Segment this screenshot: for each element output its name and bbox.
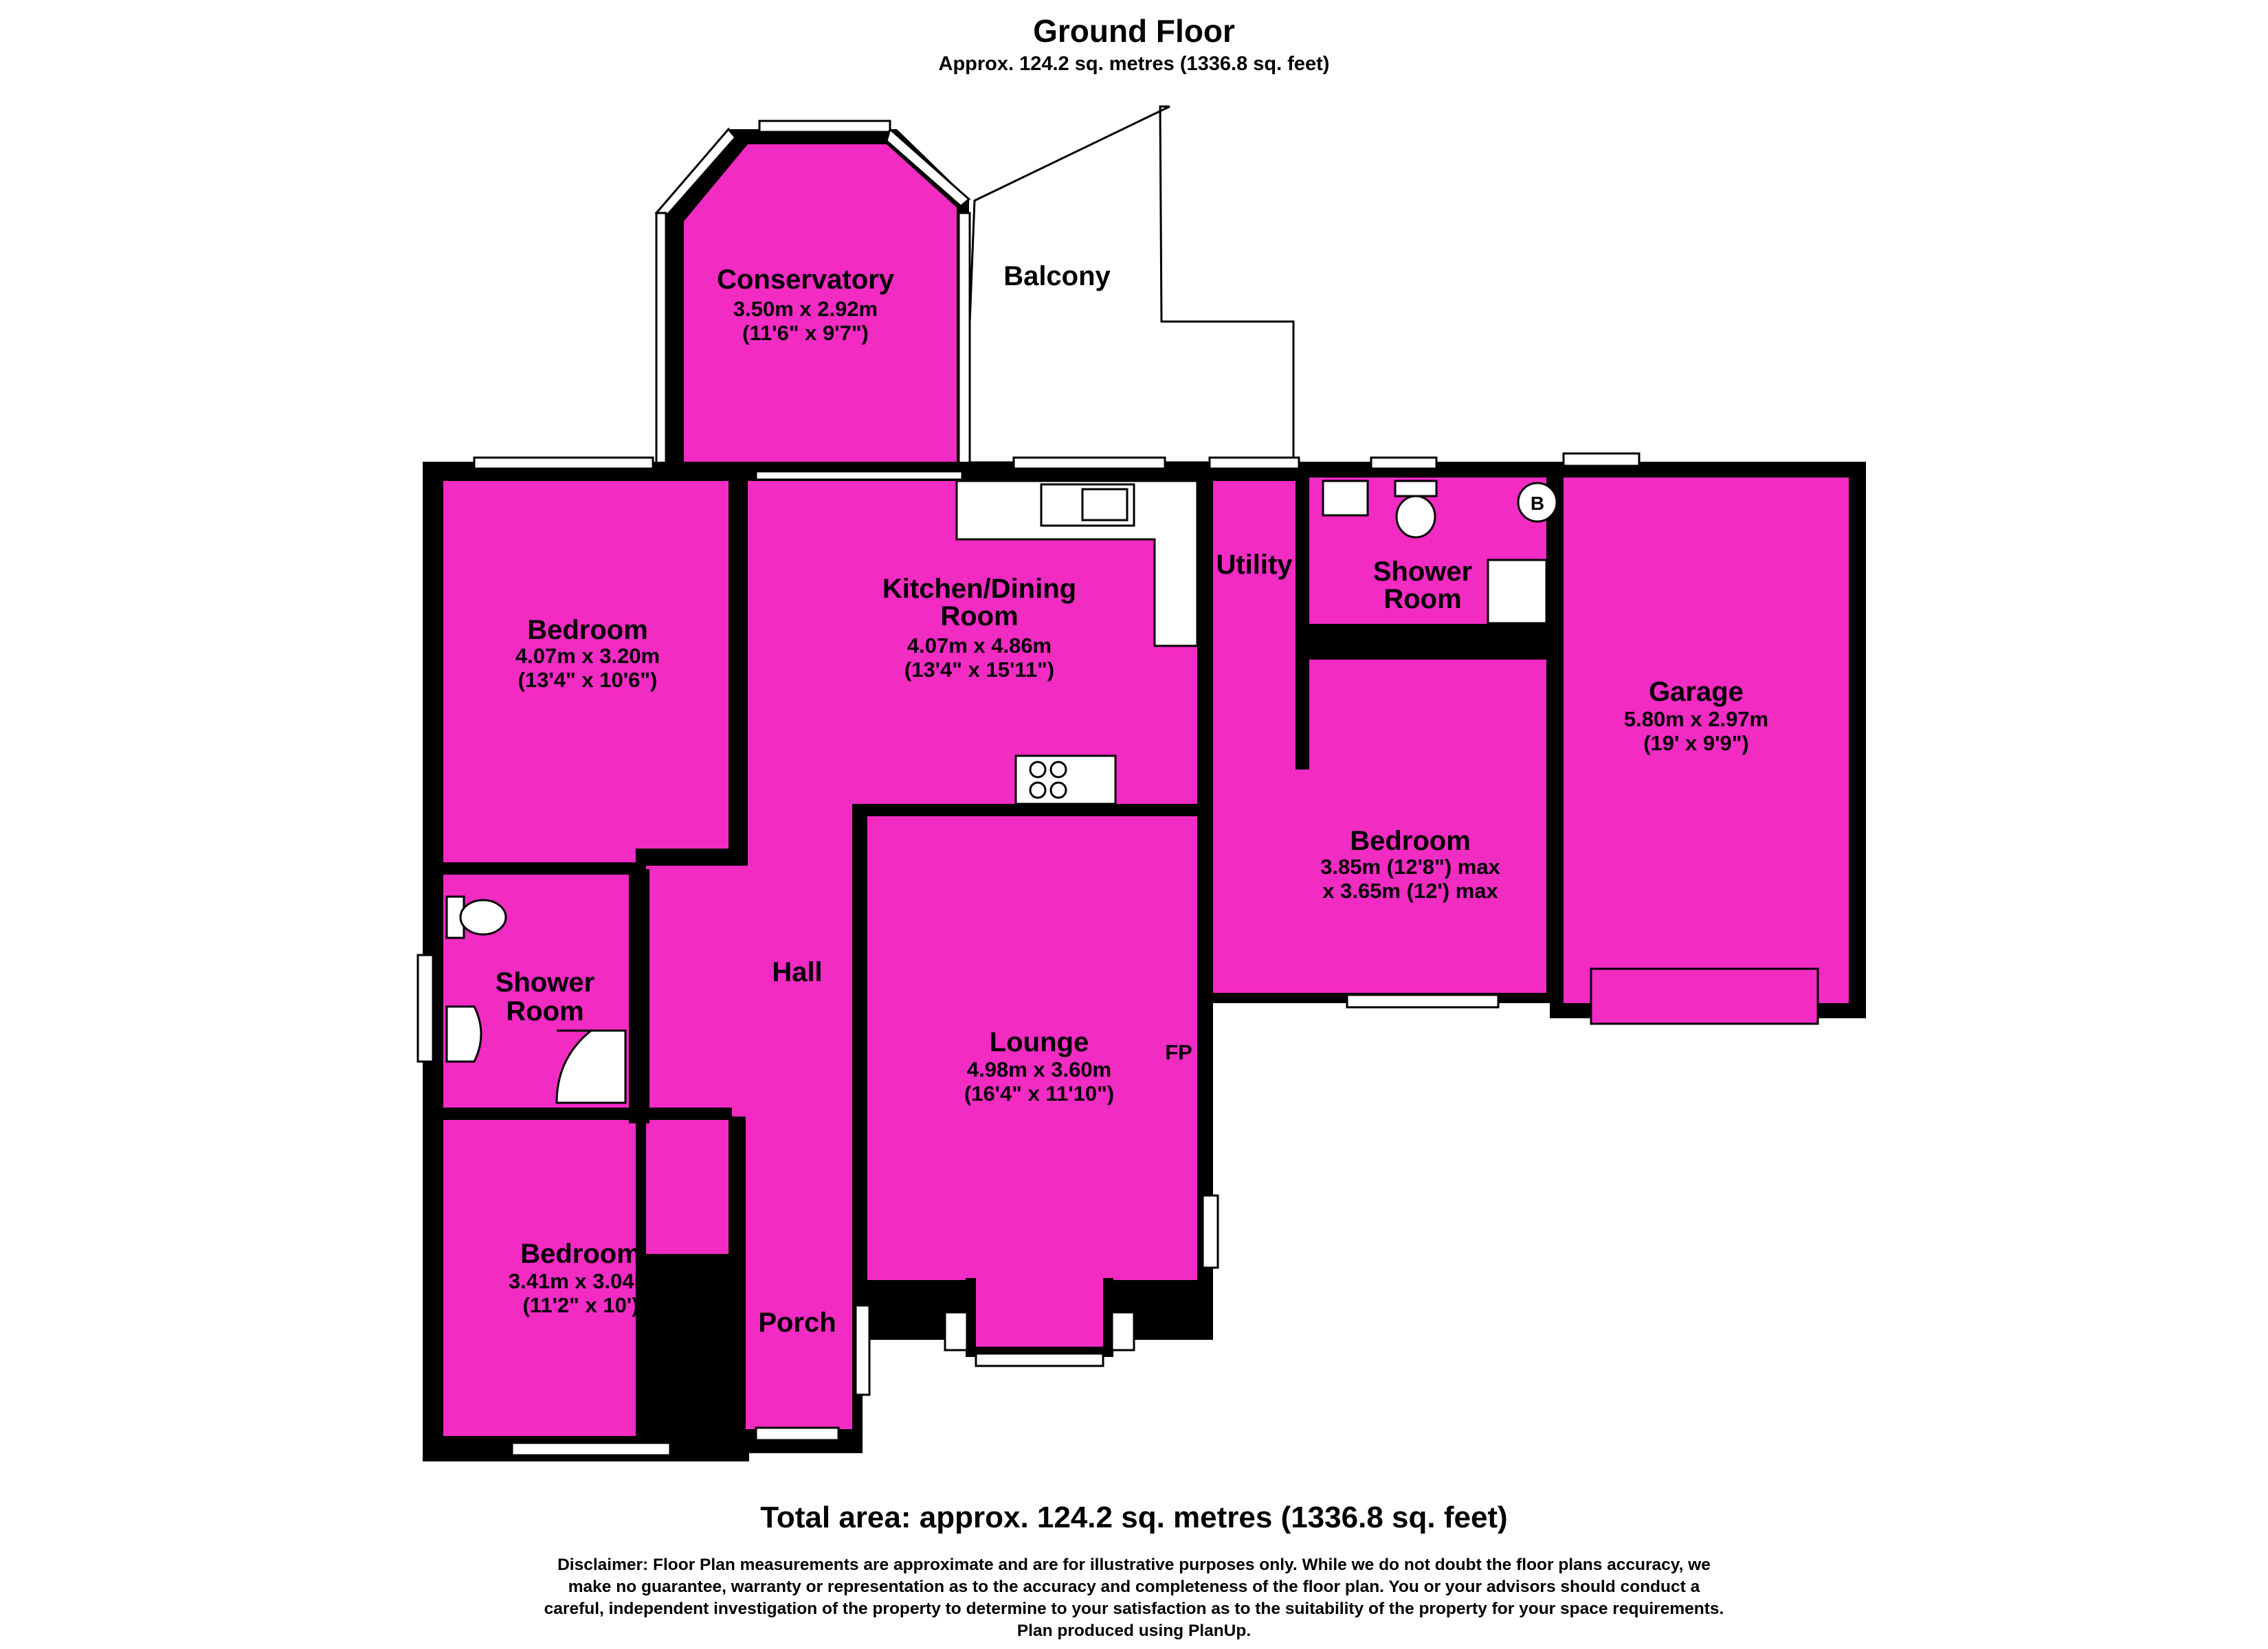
kitchen-label-line1: Kitchen/Dining: [882, 574, 1077, 604]
shower-room-1-label-line1: Shower: [495, 967, 595, 998]
disclaimer: [0, 1554, 2268, 1642]
window: [512, 1443, 670, 1455]
bedroom-2-dim-line2: x 3.65m (12') max: [1322, 879, 1498, 903]
window: [1347, 995, 1498, 1007]
disclaimer-line: make no guarantee, warranty or representation as to the accuracy and completeness of the floor plan. You or your advisors should conduct a: [568, 1578, 1700, 1596]
disclaimer-line: Disclaimer: Floor Plan measurements are approximate and are for illustrative purposes only. While we do not doubt the floor plans accuracy, we: [557, 1556, 1711, 1574]
lounge-label: Lounge: [989, 1027, 1089, 1057]
disclaimer-line: Plan produced using PlanUp.: [1016, 1622, 1252, 1640]
kitchen-dim-ft: (13'4" x 15'11"): [904, 658, 1055, 682]
hall-label: Hall: [772, 957, 823, 987]
conservatory-dim-ft: (11'6" x 9'7"): [742, 321, 869, 345]
garage-dim-ft: (19' x 9'9"): [1643, 731, 1749, 755]
porch-label: Porch: [758, 1308, 836, 1338]
basin-icon: [447, 1007, 481, 1062]
shower-room-2-label-line1: Shower: [1372, 557, 1473, 587]
floor-title: Ground Floor: [1033, 13, 1235, 49]
garage-dim-m: 5.80m x 2.97m: [1623, 707, 1769, 731]
window: [474, 458, 653, 469]
conservatory-label: Conservatory: [717, 265, 894, 295]
conservatory-dim-m: 3.50m x 2.92m: [733, 297, 878, 321]
bedroom-1-label: Bedroom: [527, 615, 648, 645]
bedroom-3-label: Bedroom: [520, 1239, 641, 1269]
kitchen-label-line2: Room: [940, 601, 1019, 631]
hob-icon: [1016, 756, 1115, 804]
balcony-label: Balcony: [1003, 261, 1111, 291]
window: [976, 1354, 1103, 1366]
fireplace-label: FP: [1165, 1040, 1192, 1064]
bedroom-2-label: Bedroom: [1350, 826, 1471, 856]
total-area: Total area: approx. 124.2 sq. metres (1336.8 sq. feet): [760, 1501, 1508, 1534]
shower-room-1-label-line2: Room: [506, 996, 584, 1027]
bedroom-1-dim-m: 4.07m x 3.20m: [515, 644, 660, 668]
garage-label: Garage: [1649, 677, 1744, 707]
shower-room-2-label-line2: Room: [1383, 584, 1462, 614]
window: [1014, 458, 1165, 469]
lounge-dim-m: 4.98m x 3.60m: [966, 1057, 1112, 1081]
bedroom-3-dim-ft: (11'2" x 10'): [522, 1293, 639, 1317]
window: [856, 1305, 869, 1395]
toilet-icon: [1395, 481, 1436, 496]
disclaimer-line: careful, independent investigation of the property to determine to your satisfaction as to the suitability of the property for your space requirements.: [544, 1600, 1724, 1618]
shower-tray-icon: [1488, 560, 1546, 623]
boiler-label: B: [1530, 493, 1545, 514]
window: [945, 1312, 967, 1350]
window: [1203, 1196, 1218, 1268]
bedroom-1-dim-ft: (13'4" x 10'6"): [518, 668, 658, 692]
window: [1371, 458, 1436, 469]
bedroom-3-dim-m: 3.41m x 3.04m: [508, 1269, 654, 1293]
utility-label: Utility: [1216, 550, 1293, 580]
window: [1210, 458, 1299, 469]
floor-area-subtitle: Approx. 124.2 sq. metres (1336.8 sq. feet): [938, 53, 1330, 75]
bedroom-2-dim-line1: 3.85m (12'8") max: [1320, 855, 1500, 879]
window: [1564, 453, 1639, 466]
garage-door: [1591, 969, 1818, 1024]
basin-icon: [1323, 481, 1368, 515]
window: [756, 1428, 838, 1440]
kitchen-dim-m: 4.07m x 4.86m: [907, 633, 1052, 658]
lounge-dim-ft: (16'4" x 11'10"): [964, 1081, 1115, 1106]
window: [1112, 1312, 1134, 1350]
window: [756, 471, 962, 480]
window: [418, 955, 433, 1062]
